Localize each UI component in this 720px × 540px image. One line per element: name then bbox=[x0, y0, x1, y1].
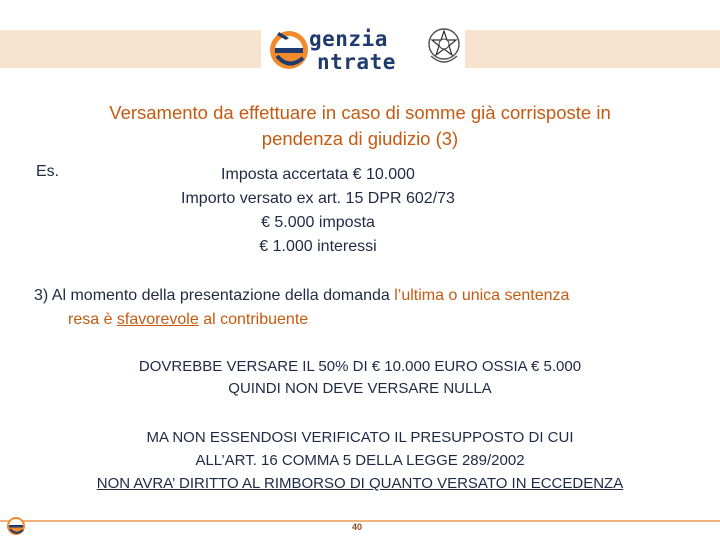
dovrebbe-line1: DOVREBBE VERSARE IL 50% DI € 10.000 EURO OSSIA € 5.000 bbox=[138, 358, 582, 375]
point-3-paragraph bbox=[34, 284, 694, 332]
example-block bbox=[148, 163, 488, 259]
dovrebbe-statement bbox=[60, 356, 660, 400]
conclusion-line1: MA NON ESSENDOSI VERIFICATO IL PRESUPPOSTO DI CUI bbox=[146, 429, 574, 446]
point3-underlined: sfavorevole bbox=[116, 311, 199, 328]
example-line: € 5.000 imposta bbox=[261, 214, 375, 231]
logo-e-icon bbox=[265, 24, 313, 72]
logo-text-line1: genzia bbox=[309, 27, 388, 51]
conclusion-statement bbox=[40, 426, 680, 495]
page-number: 40 bbox=[352, 522, 363, 532]
example-label: Es. bbox=[36, 163, 60, 180]
conclusion-line2: ALL’ART. 16 COMMA 5 DELLA LEGGE 289/2002 bbox=[195, 452, 525, 469]
title-line2: pendenza di giudizio (3) bbox=[261, 128, 459, 149]
point3-suffix: al contribuente bbox=[198, 311, 309, 328]
example-line: Imposta accertata € 10.000 bbox=[221, 166, 415, 183]
point3-highlight: l’ultima o unica sentenza bbox=[394, 287, 570, 304]
example-line: € 1.000 interessi bbox=[259, 238, 377, 255]
conclusion-line3: NON AVRA’ DIRITTO AL RIMBORSO DI QUANTO VERSATO IN ECCEDENZA bbox=[96, 475, 624, 492]
footer-logo-icon bbox=[4, 513, 28, 537]
point3-prefix: 3) Al momento della presentazione della domanda bbox=[34, 287, 395, 304]
point3-continuation bbox=[34, 308, 694, 332]
title-line1: Versamento da effettuare in caso di somme già corrisposte in bbox=[109, 102, 611, 123]
logo-text-line2: ntrate bbox=[317, 50, 396, 74]
slide-title bbox=[30, 100, 690, 152]
dovrebbe-line2: QUINDI NON DEVE VERSARE NULLA bbox=[228, 380, 492, 397]
italian-republic-emblem-icon bbox=[424, 22, 464, 70]
point3-cont-highlight: resa è bbox=[68, 311, 117, 328]
example-line: Importo versato ex art. 15 DPR 602/73 bbox=[181, 190, 455, 207]
